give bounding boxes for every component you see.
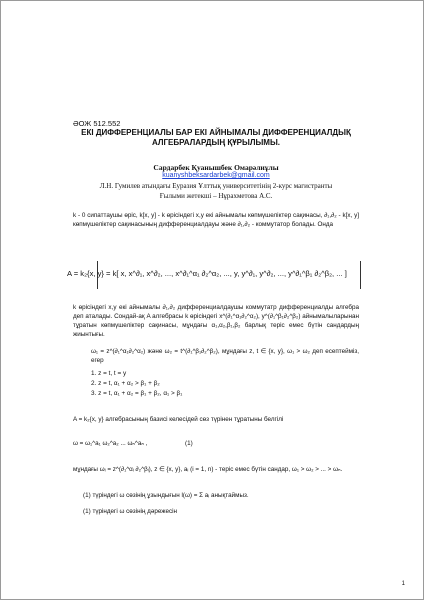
author-email-link[interactable]: kuanyshbeksardarbek@gmail.com — [162, 172, 270, 179]
affiliation-line-1: Л.Н. Гумилев атындағы Еуразия Ұлттық университетінің 2-курс магистранты — [99, 182, 333, 190]
paragraph-4: A = k₂{x, y} алгебрасының базисі келесідей сөз түрінен тұратыны белгілі — [73, 416, 284, 423]
paper-title: ЕКІ ДИФФЕРЕНЦИАЛЫ БАР ЕКІ АЙНЫМАЛЫ ДИФФЕРЕНЦИАЛДЫҚ АЛГЕБРАЛАРДЫҢ ҚҰРЫЛЫМЫ. — [81, 128, 351, 147]
condition-item-2: 2. z = t, α₁ + α₂ > β₁ + β₂ — [91, 380, 160, 387]
page-number: 1 — [401, 581, 405, 587]
affiliation-line-2: Ғылыми жетекші – Нұрахметова А.С. — [159, 192, 273, 200]
paragraph-1: k - 0 сипаттаушы өріс, k[x, y] - k өрісіндегі x,y екі айнымалы көпмүшеліктер сақинасы, ∂₁,∂₂ - k[x, y] көпмүшеліктер сақинасының дифференциалдауы және ∂₁,∂₂ - коммутатор болады. Онда — [73, 212, 359, 228]
equation-1: ω = ω₁^a₁ ω₂^a₂ ... ωₙ^aₙ , — [73, 440, 148, 447]
paragraph-2: k өрісіндегі x,y екі айнымалы ∂₁,∂₂ дифференциалдаушы коммутатр дифференциалды алгебра деп аталады. Сондай-ақ A алгебрасы k өрісіндегі x^(∂₁^α₁∂₂^α₂), y^(∂₁^β₁∂₂^β₂) айнымалыларынан тұратын көпмүшеліктер сақинасы, мұндағы α₁,α₂,β₁,β₂ барлық теріс емес бүтін сандардың жиынтығы. — [73, 304, 359, 338]
condition-list — [91, 369, 182, 399]
main-formula — [67, 259, 363, 293]
equation-1-number: (1) — [185, 440, 193, 447]
formula-text: A = k₂{x, y} = k[ x, x^∂₁, x^∂₂, ..., x^∂₁^α₁ ∂₂^α₂, ..., y, y^∂₁, y^∂₂, ..., y^∂₁^β₁ ∂₂^β₂, ... ] — [67, 269, 347, 278]
udc-code: ӘОЖ 512.552 — [73, 119, 121, 128]
affiliation — [73, 181, 359, 201]
item-2: (1) түріндегі ω сөзінің дәрежесін — [83, 508, 178, 515]
author-name: Сардарбек Қуанышбек Омарәлиұлы — [153, 163, 279, 172]
paragraph-3: ω₁ = z^(∂₁^α₁∂₂^α₂) және ω₂ = t^(∂₁^β₁∂₂^β₂), мұндағы z, t ∈ {x, y}, ω₁ > ω₂ деп есептейміз, егер — [91, 348, 359, 364]
condition-item-1: 1. z = t, t = y — [91, 370, 127, 377]
item-1: (1) түріндегі ω сөзінің ұзындығын l(ω) = Σ aᵢ анықтаймыз. — [83, 492, 249, 499]
condition-item-3: 3. z = t, α₁ + α₂ = β₁ + β₂, α₁ > β₁ — [91, 390, 183, 397]
paragraph-5: мұндағы ωᵢ = z^(∂₁^αᵢ ∂₂^βᵢ), z ∈ {x, y}, aᵢ (i = 1, n) - теріс емес бүтін сандар, ω₁ > ω₂ > ... > ωₙ. — [73, 466, 343, 473]
